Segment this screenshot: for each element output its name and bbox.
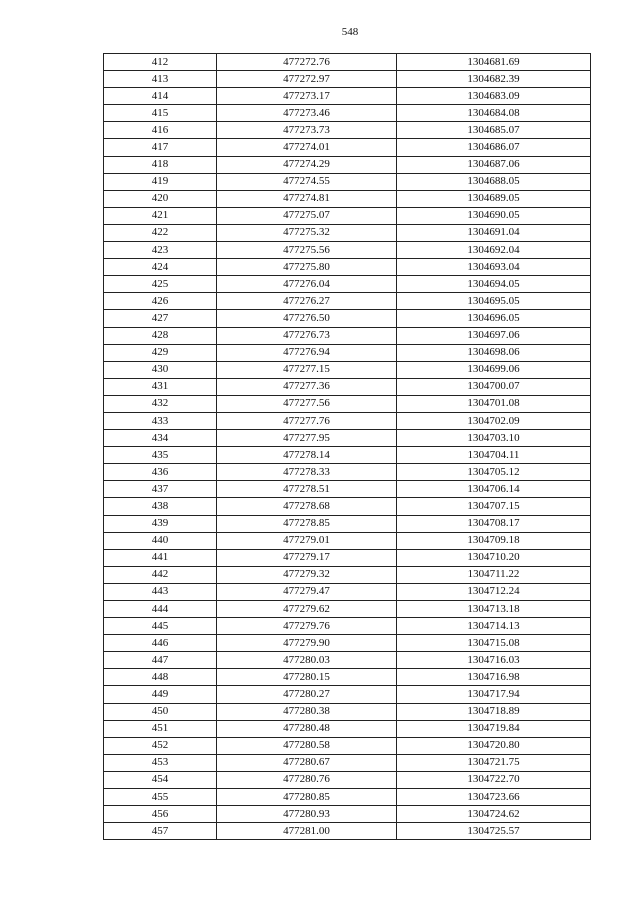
y-coordinate-cell: 1304698.06 [397,344,591,361]
y-coordinate-cell: 1304720.80 [397,737,591,754]
y-coordinate-cell: 1304703.10 [397,430,591,447]
coordinates-table-body [104,54,591,840]
table-row [104,754,591,771]
point-number-cell: 421 [104,207,217,224]
x-coordinate-cell: 477278.85 [217,515,397,532]
point-number-cell: 425 [104,276,217,293]
y-coordinate-cell: 1304717.94 [397,686,591,703]
x-coordinate-cell: 477273.73 [217,122,397,139]
x-coordinate-cell: 477279.01 [217,532,397,549]
y-coordinate-cell: 1304707.15 [397,498,591,515]
x-coordinate-cell: 477275.07 [217,207,397,224]
x-coordinate-cell: 477278.33 [217,464,397,481]
table-row [104,310,591,327]
table-row [104,190,591,207]
x-coordinate-cell: 477274.01 [217,139,397,156]
x-coordinate-cell: 477280.85 [217,789,397,806]
y-coordinate-cell: 1304716.03 [397,652,591,669]
point-number-cell: 412 [104,54,217,71]
y-coordinate-cell: 1304712.24 [397,583,591,600]
x-coordinate-cell: 477278.14 [217,447,397,464]
x-coordinate-cell: 477275.32 [217,224,397,241]
x-coordinate-cell: 477274.55 [217,173,397,190]
y-coordinate-cell: 1304682.39 [397,71,591,88]
coordinates-table [103,53,591,840]
table-row [104,105,591,122]
table-row [104,498,591,515]
point-number-cell: 426 [104,293,217,310]
y-coordinate-cell: 1304685.07 [397,122,591,139]
point-number-cell: 429 [104,344,217,361]
y-coordinate-cell: 1304708.17 [397,515,591,532]
y-coordinate-cell: 1304696.05 [397,310,591,327]
point-number-cell: 416 [104,122,217,139]
y-coordinate-cell: 1304692.04 [397,242,591,259]
y-coordinate-cell: 1304693.04 [397,259,591,276]
table-row [104,88,591,105]
table-row [104,771,591,788]
x-coordinate-cell: 477275.56 [217,242,397,259]
y-coordinate-cell: 1304691.04 [397,224,591,241]
point-number-cell: 414 [104,88,217,105]
x-coordinate-cell: 477277.36 [217,378,397,395]
table-row [104,583,591,600]
x-coordinate-cell: 477273.17 [217,88,397,105]
x-coordinate-cell: 477279.90 [217,635,397,652]
y-coordinate-cell: 1304709.18 [397,532,591,549]
y-coordinate-cell: 1304705.12 [397,464,591,481]
x-coordinate-cell: 477279.62 [217,601,397,618]
table-row [104,344,591,361]
y-coordinate-cell: 1304716.98 [397,669,591,686]
point-number-cell: 449 [104,686,217,703]
point-number-cell: 445 [104,618,217,635]
x-coordinate-cell: 477276.73 [217,327,397,344]
x-coordinate-cell: 477274.81 [217,190,397,207]
x-coordinate-cell: 477275.80 [217,259,397,276]
table-row [104,293,591,310]
x-coordinate-cell: 477277.15 [217,361,397,378]
point-number-cell: 423 [104,242,217,259]
point-number-cell: 419 [104,173,217,190]
table-row [104,618,591,635]
table-row [104,430,591,447]
table-row [104,549,591,566]
x-coordinate-cell: 477277.76 [217,412,397,429]
x-coordinate-cell: 477279.32 [217,566,397,583]
table-row [104,242,591,259]
y-coordinate-cell: 1304721.75 [397,754,591,771]
point-number-cell: 427 [104,310,217,327]
table-row [104,259,591,276]
table-row [104,276,591,293]
y-coordinate-cell: 1304690.05 [397,207,591,224]
table-row [104,395,591,412]
y-coordinate-cell: 1304725.57 [397,823,591,840]
y-coordinate-cell: 1304684.08 [397,105,591,122]
y-coordinate-cell: 1304706.14 [397,481,591,498]
y-coordinate-cell: 1304718.89 [397,703,591,720]
table-row [104,54,591,71]
table-row [104,464,591,481]
point-number-cell: 437 [104,481,217,498]
y-coordinate-cell: 1304724.62 [397,806,591,823]
y-coordinate-cell: 1304713.18 [397,601,591,618]
table-row [104,823,591,840]
x-coordinate-cell: 477280.15 [217,669,397,686]
x-coordinate-cell: 477277.95 [217,430,397,447]
point-number-cell: 446 [104,635,217,652]
point-number-cell: 447 [104,652,217,669]
y-coordinate-cell: 1304686.07 [397,139,591,156]
point-number-cell: 440 [104,532,217,549]
table-row [104,789,591,806]
table-row [104,412,591,429]
table-row [104,515,591,532]
x-coordinate-cell: 477278.68 [217,498,397,515]
point-number-cell: 456 [104,806,217,823]
x-coordinate-cell: 477276.27 [217,293,397,310]
y-coordinate-cell: 1304688.05 [397,173,591,190]
y-coordinate-cell: 1304722.70 [397,771,591,788]
table-row [104,139,591,156]
table-row [104,173,591,190]
x-coordinate-cell: 477281.00 [217,823,397,840]
point-number-cell: 448 [104,669,217,686]
table-row [104,737,591,754]
point-number-cell: 455 [104,789,217,806]
point-number-cell: 436 [104,464,217,481]
table-row [104,447,591,464]
y-coordinate-cell: 1304695.05 [397,293,591,310]
y-coordinate-cell: 1304683.09 [397,88,591,105]
point-number-cell: 422 [104,224,217,241]
point-number-cell: 439 [104,515,217,532]
point-number-cell: 433 [104,412,217,429]
table-row [104,566,591,583]
point-number-cell: 417 [104,139,217,156]
y-coordinate-cell: 1304715.08 [397,635,591,652]
y-coordinate-cell: 1304702.09 [397,412,591,429]
x-coordinate-cell: 477272.97 [217,71,397,88]
table-row [104,361,591,378]
x-coordinate-cell: 477279.76 [217,618,397,635]
y-coordinate-cell: 1304681.69 [397,54,591,71]
x-coordinate-cell: 477280.48 [217,720,397,737]
x-coordinate-cell: 477279.17 [217,549,397,566]
y-coordinate-cell: 1304719.84 [397,720,591,737]
y-coordinate-cell: 1304714.13 [397,618,591,635]
table-row [104,652,591,669]
table-row [104,481,591,498]
point-number-cell: 420 [104,190,217,207]
point-number-cell: 428 [104,327,217,344]
table-row [104,378,591,395]
point-number-cell: 438 [104,498,217,515]
point-number-cell: 413 [104,71,217,88]
point-number-cell: 418 [104,156,217,173]
table-row [104,686,591,703]
y-coordinate-cell: 1304701.08 [397,395,591,412]
point-number-cell: 431 [104,378,217,395]
x-coordinate-cell: 477280.76 [217,771,397,788]
table-row [104,703,591,720]
table-row [104,122,591,139]
y-coordinate-cell: 1304710.20 [397,549,591,566]
page-number: 548 [341,26,359,38]
y-coordinate-cell: 1304687.06 [397,156,591,173]
y-coordinate-cell: 1304689.05 [397,190,591,207]
table-row [104,532,591,549]
point-number-cell: 434 [104,430,217,447]
table-row [104,669,591,686]
x-coordinate-cell: 477276.94 [217,344,397,361]
point-number-cell: 444 [104,601,217,618]
x-coordinate-cell: 477273.46 [217,105,397,122]
x-coordinate-cell: 477278.51 [217,481,397,498]
table-row [104,327,591,344]
x-coordinate-cell: 477280.67 [217,754,397,771]
table-row [104,806,591,823]
point-number-cell: 415 [104,105,217,122]
point-number-cell: 452 [104,737,217,754]
x-coordinate-cell: 477279.47 [217,583,397,600]
x-coordinate-cell: 477280.03 [217,652,397,669]
table-row [104,207,591,224]
point-number-cell: 442 [104,566,217,583]
table-row [104,601,591,618]
y-coordinate-cell: 1304699.06 [397,361,591,378]
table-row [104,156,591,173]
point-number-cell: 453 [104,754,217,771]
x-coordinate-cell: 477280.58 [217,737,397,754]
point-number-cell: 441 [104,549,217,566]
point-number-cell: 432 [104,395,217,412]
y-coordinate-cell: 1304697.06 [397,327,591,344]
y-coordinate-cell: 1304704.11 [397,447,591,464]
point-number-cell: 451 [104,720,217,737]
y-coordinate-cell: 1304700.07 [397,378,591,395]
x-coordinate-cell: 477274.29 [217,156,397,173]
x-coordinate-cell: 477272.76 [217,54,397,71]
table-row [104,224,591,241]
point-number-cell: 443 [104,583,217,600]
x-coordinate-cell: 477280.27 [217,686,397,703]
x-coordinate-cell: 477280.38 [217,703,397,720]
x-coordinate-cell: 477276.04 [217,276,397,293]
point-number-cell: 457 [104,823,217,840]
point-number-cell: 450 [104,703,217,720]
x-coordinate-cell: 477276.50 [217,310,397,327]
table-row [104,71,591,88]
y-coordinate-cell: 1304694.05 [397,276,591,293]
point-number-cell: 454 [104,771,217,788]
point-number-cell: 435 [104,447,217,464]
point-number-cell: 424 [104,259,217,276]
table-row [104,720,591,737]
x-coordinate-cell: 477280.93 [217,806,397,823]
y-coordinate-cell: 1304723.66 [397,789,591,806]
x-coordinate-cell: 477277.56 [217,395,397,412]
y-coordinate-cell: 1304711.22 [397,566,591,583]
table-row [104,635,591,652]
point-number-cell: 430 [104,361,217,378]
